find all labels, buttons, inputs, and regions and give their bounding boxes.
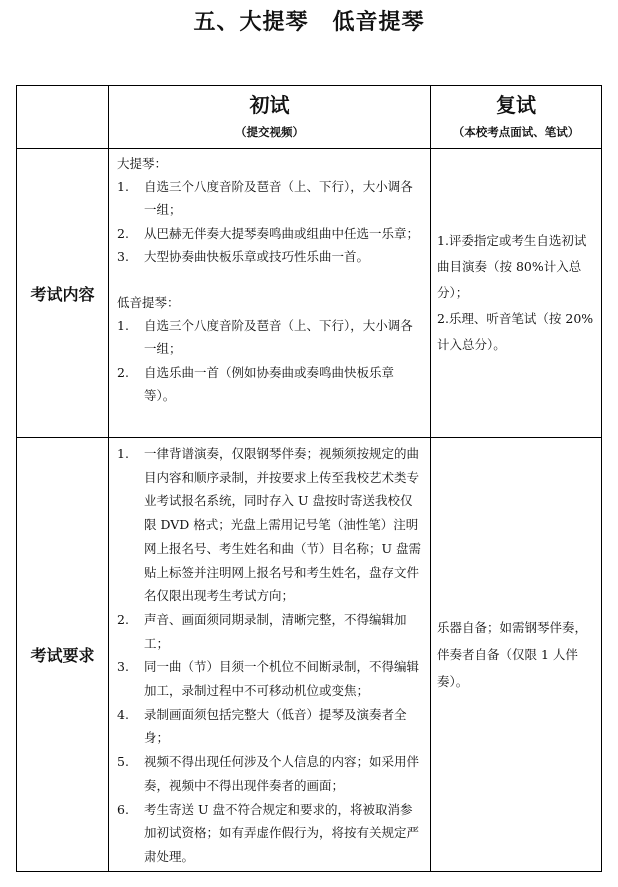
item-number: 4. <box>117 706 129 722</box>
item-number: 1. <box>117 179 129 195</box>
item-text: 同一曲（节）目须一个机位不间断录制，不得编辑加工，录制过程中不可移动机位或变焦； <box>144 659 420 699</box>
item-text: 一律背谱演奏，仅限钢琴伴奏；视频须按规定的曲目内容和顺序录制，并按要求上传至我校艺术类专业考试报名系统，同时存入 U 盘按时寄送我校仅限 DVD 格式；光盘上需用记号笔（油性笔）注明网上报名号、考生姓名和曲（节）目名称；U 盘需贴上标签并注明网上报名号和考生姓名，盘存文件名仅限出现考生考试方向； <box>144 446 422 604</box>
cello-items <box>117 175 424 268</box>
retest-header-subtitle: （本校考点面试、笔试） <box>452 125 580 139</box>
list-item <box>117 608 424 655</box>
item-text: 自选乐曲一首（例如协奏曲或奏鸣曲快板乐章等）。 <box>144 364 395 403</box>
item-text: 自选三个八度音阶及琶音（上、下行），大小调各一组； <box>144 318 413 357</box>
header-row <box>17 86 602 149</box>
requirements-retest-text: 乐器自备；如需钢琴伴奏，伴奏者自备（仅限 1 人伴奏）。 <box>437 619 588 689</box>
page-title-left: 五、大提琴 <box>193 10 309 35</box>
item-text: 视频不得出现任何涉及个人信息的内容；如采用伴奏，视频中不得出现伴奏者的画面； <box>144 754 420 793</box>
content-retest-cell <box>431 149 602 438</box>
item-number: 3. <box>117 248 129 264</box>
exam-table <box>16 85 602 872</box>
item-number: 1. <box>117 446 129 461</box>
retest-item: 1.评委指定或考生自选初试曲目演奏（按 80%计入总分）； <box>437 233 587 300</box>
retest-item: 2.乐理、听音笔试（按 20%计入总分）。 <box>437 311 594 352</box>
requirements-retest-cell <box>431 438 602 872</box>
content-row-label: 考试内容 <box>17 149 109 438</box>
cello-title: 大提琴： <box>117 156 168 171</box>
double-bass-items <box>117 314 424 407</box>
list-item <box>117 361 424 407</box>
list-item <box>117 750 424 797</box>
page-title-right: 低音提琴 <box>332 10 425 35</box>
content-row <box>17 149 602 438</box>
list-item <box>117 798 424 869</box>
item-text: 大型协奏曲快板乐章或技巧性乐曲一首。 <box>144 248 370 264</box>
item-number: 6. <box>117 801 129 817</box>
list-item <box>117 703 424 750</box>
list-item <box>117 442 424 608</box>
corner-cell <box>17 86 109 149</box>
requirements-row-label: 考试要求 <box>17 438 109 872</box>
list-item <box>117 175 424 221</box>
requirements-items <box>117 442 424 869</box>
retest-header-title: 复试 <box>496 93 536 117</box>
initial-header <box>109 86 431 149</box>
requirements-row <box>17 438 602 872</box>
item-text: 自选三个八度音阶及琶音（上、下行），大小调各一组； <box>144 179 413 218</box>
list-item <box>117 245 424 268</box>
list-item <box>117 655 424 702</box>
page-title <box>0 8 618 38</box>
item-number: 2. <box>117 225 129 241</box>
list-item <box>117 222 424 245</box>
content-initial-cell <box>109 149 431 438</box>
item-text: 声音、画面须同期录制，清晰完整，不得编辑加工； <box>144 611 407 651</box>
double-bass-title: 低音提琴： <box>117 295 180 311</box>
item-number: 2. <box>117 364 129 380</box>
item-number: 5. <box>117 754 129 770</box>
item-text: 考生寄送 U 盘不符合规定和要求的，将被取消参加初试资格；如有弄虚作假行为，将按有关规定严肃处理。 <box>144 801 420 864</box>
retest-header <box>431 86 602 149</box>
item-number: 3. <box>117 659 129 675</box>
item-number: 1. <box>117 318 129 334</box>
initial-header-title: 初试 <box>249 93 290 117</box>
initial-header-subtitle: （提交视频） <box>235 125 304 139</box>
list-item <box>117 314 424 360</box>
item-number: 2. <box>117 611 129 627</box>
item-text: 从巴赫无伴奏大提琴奏鸣曲或组曲中任选一乐章； <box>144 225 420 241</box>
requirements-initial-cell <box>109 438 431 872</box>
item-text: 录制画面须包括完整大（低音）提琴及演奏者全身； <box>144 706 407 746</box>
